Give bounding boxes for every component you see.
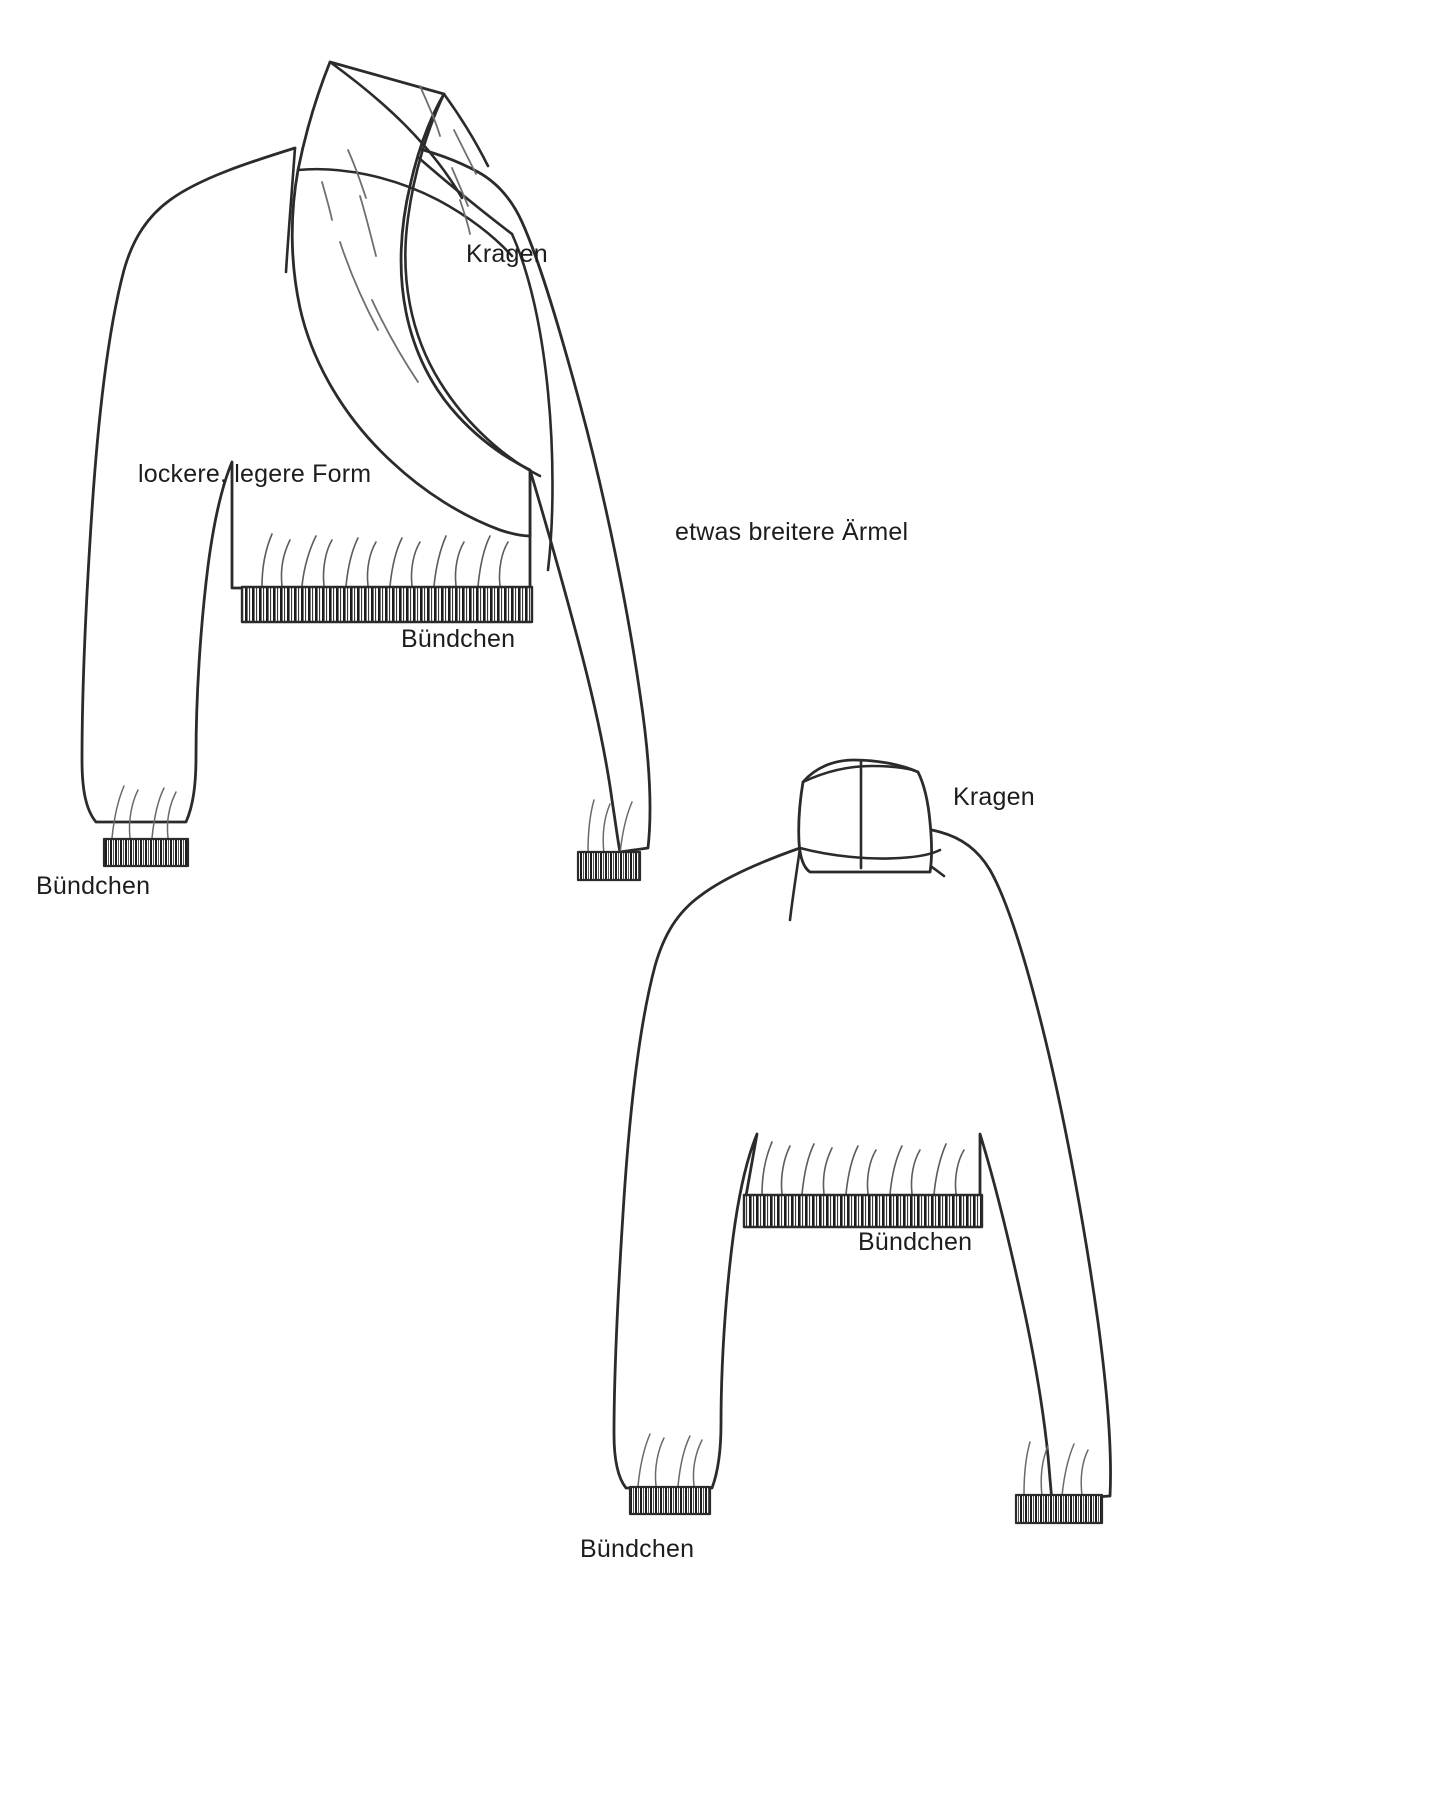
back-view-garment bbox=[614, 760, 1111, 1523]
annotation-kragen-back: Kragen bbox=[953, 783, 1035, 811]
annotation-breitere-aermel: etwas breitere Ärmel bbox=[675, 518, 909, 546]
back-hem-ribbing bbox=[744, 1195, 982, 1227]
front-right-cuff-ribbing bbox=[578, 852, 640, 880]
front-hem-ribbing bbox=[242, 587, 532, 622]
annotation-buendchen-front-cuff: Bündchen bbox=[36, 872, 151, 900]
back-right-cuff-ribbing bbox=[1016, 1495, 1102, 1523]
annotation-buendchen-back-cuff: Bündchen bbox=[580, 1535, 695, 1563]
annotation-buendchen-front-hem: Bündchen bbox=[401, 625, 516, 653]
annotation-lockere-legere-form: lockere, legere Form bbox=[138, 460, 372, 488]
back-body-outline bbox=[614, 822, 1111, 1500]
annotation-buendchen-back-hem: Bündchen bbox=[858, 1228, 973, 1256]
front-left-cuff-ribbing bbox=[104, 839, 188, 866]
back-left-cuff-ribbing bbox=[630, 1487, 710, 1514]
annotation-kragen-front: Kragen bbox=[466, 240, 548, 268]
